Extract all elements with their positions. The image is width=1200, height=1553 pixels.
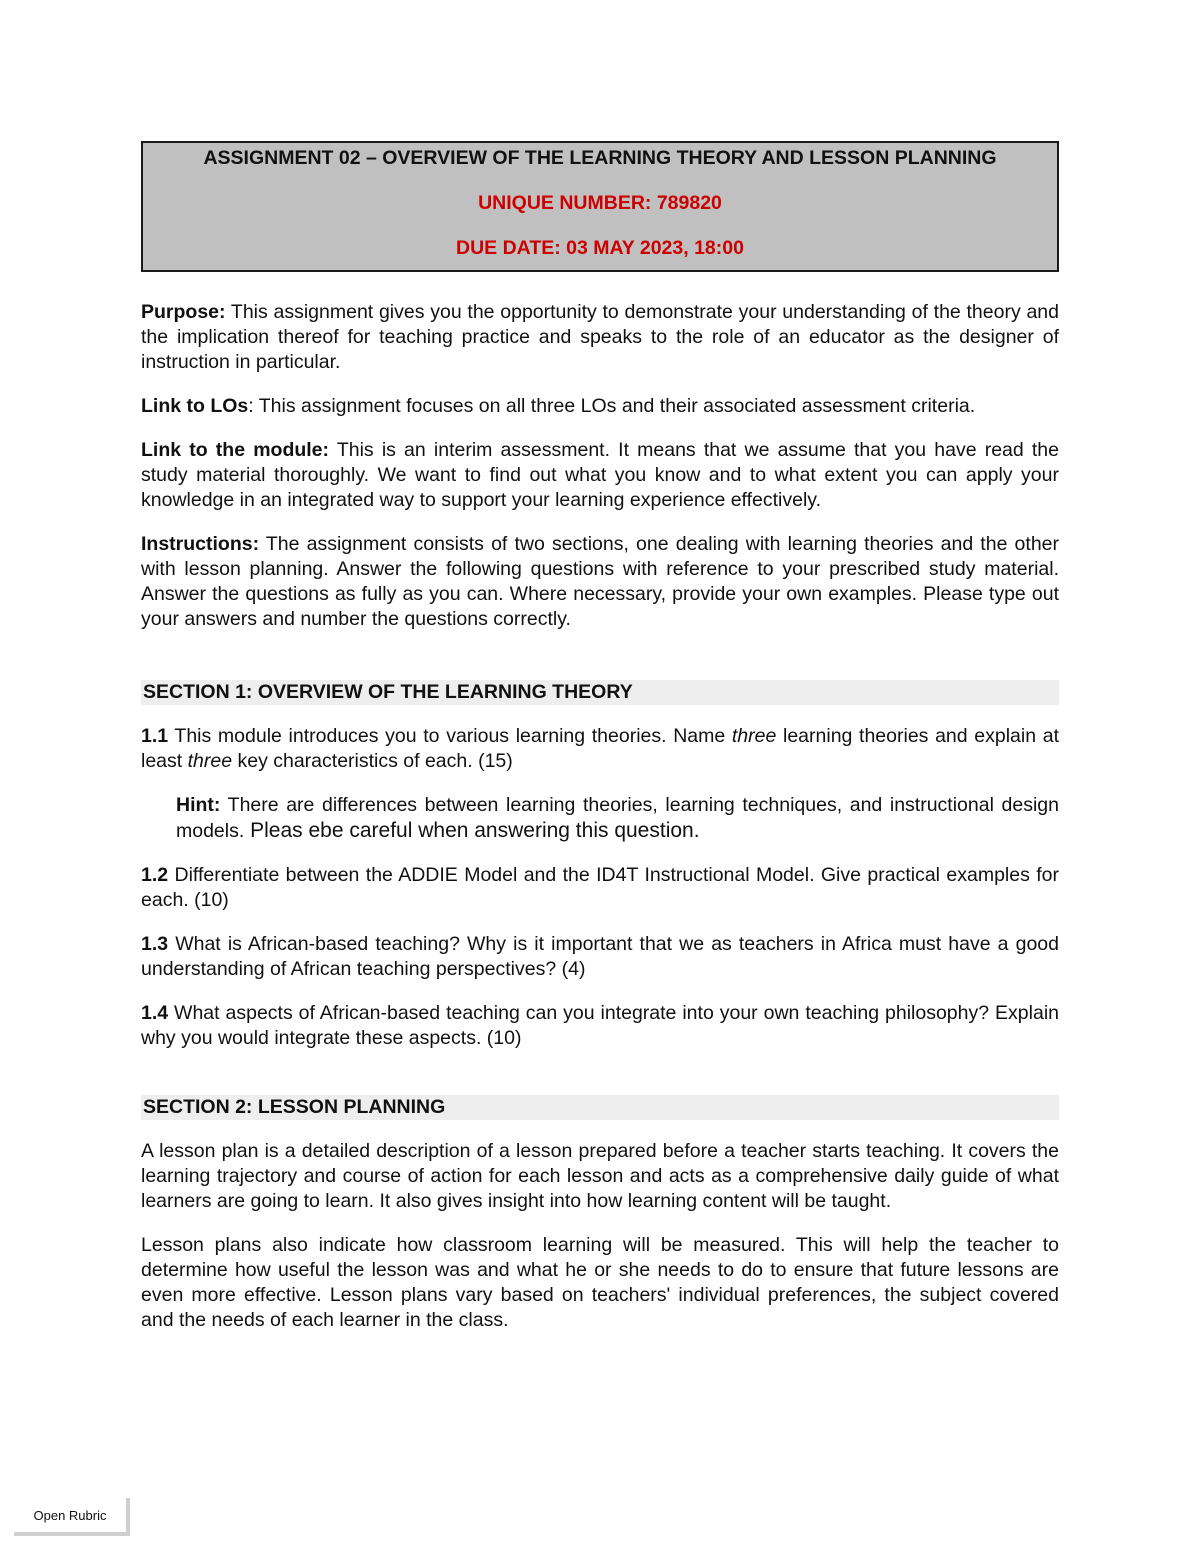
link-los-paragraph: [141, 394, 1059, 419]
assignment-title-box: [141, 141, 1059, 272]
question-1-3-text: What is African-based teaching? Why is it important that we as teachers in Africa must have a good understanding of African teaching perspectives? (4): [141, 933, 1059, 980]
question-1-4: [141, 1001, 1059, 1051]
question-1-1-number: 1.1: [141, 725, 169, 747]
assignment-title: ASSIGNMENT 02 – OVERVIEW OF THE LEARNING THEORY AND LESSON PLANNING: [203, 147, 997, 169]
question-1-3: [141, 932, 1059, 982]
lesson-plan-paragraph-1: A lesson plan is a detailed description of a lesson prepared before a teacher starts teaching. It covers the learning trajectory and course of action for each lesson and acts as a comprehensive daily guide of what learners are going to learn. It also gives insight into how learning content will be taught.: [141, 1140, 1059, 1212]
question-1-1-text-a: This module introduces you to various learning theories. Name: [168, 725, 732, 747]
purpose-paragraph: [141, 300, 1059, 375]
question-1-2-text: Differentiate between the ADDIE Model and the ID4T Instructional Model. Give practical examples for each. (10): [141, 864, 1059, 911]
question-1-1: [141, 724, 1059, 774]
instructions-label: Instructions:: [141, 533, 260, 555]
link-los-label: Link to LOs: [141, 395, 249, 417]
question-1-4-number: 1.4: [141, 1002, 169, 1024]
link-module-paragraph: [141, 438, 1059, 513]
link-los-text: : This assignment focuses on all three LOs and their associated assessment criteria.: [248, 395, 976, 417]
question-1-1-text-c: key characteristics of each. (15): [232, 750, 513, 772]
unique-number: UNIQUE NUMBER: 789820: [478, 192, 722, 214]
section-1-heading: SECTION 1: OVERVIEW OF THE LEARNING THEORY: [141, 680, 1059, 705]
open-rubric-button[interactable]: Open Rubric: [14, 1498, 130, 1536]
question-1-1-emphasis-a: three: [731, 725, 777, 747]
hint-paragraph: [176, 793, 1059, 844]
question-1-3-number: 1.3: [141, 933, 169, 955]
link-module-text: This is an interim assessment. It means that we assume that you have read the study material thoroughly. We want to find out what you know and to what extent you can apply your knowledge in an integrated way to support your learning experience effectively.: [141, 439, 1059, 511]
hint-label: Hint:: [176, 794, 221, 816]
section-2-heading: SECTION 2: LESSON PLANNING: [141, 1095, 1059, 1120]
purpose-text: This assignment gives you the opportunity to demonstrate your understanding of the theory and the implication thereof for teaching practice and speaks to the role of an educator as the designer of instruction in particular.: [141, 301, 1059, 373]
hint-text: There are differences between learning theories, learning techniques, and instructional design models.: [176, 794, 1059, 842]
question-1-1-text-b: learning theories and explain at least: [141, 725, 1059, 772]
question-1-2: [141, 863, 1059, 913]
instructions-text: The assignment consists of two sections, one dealing with learning theories and the other with lesson planning. Answer the following questions with reference to your prescribed study material. Answer the questions as fully as you can. Where necessary, provide your own examples. Please type out your answers and number the questions correctly.: [141, 533, 1059, 630]
question-1-4-text: What aspects of African-based teaching can you integrate into your own teaching philosophy? Explain why you would integrate these aspects. (10): [141, 1002, 1059, 1049]
purpose-label: Purpose:: [141, 301, 226, 323]
question-1-1-emphasis-b: three: [187, 750, 233, 772]
lesson-plan-paragraph-2: Lesson plans also indicate how classroom learning will be measured. This will help the teacher to determine how useful the lesson was and what he or she needs to do to ensure that future lessons are even more effective. Lesson plans vary based on teachers' individual preferences, the subject covered and the needs of each learner in the class.: [141, 1234, 1059, 1331]
instructions-paragraph: [141, 532, 1059, 632]
document-page: [141, 141, 1059, 1352]
question-1-2-number: 1.2: [141, 864, 169, 886]
link-module-label: Link to the module:: [141, 439, 330, 461]
due-date: DUE DATE: 03 MAY 2023, 18:00: [456, 237, 744, 259]
hint-tail-text: Pleas ebe careful when answering this question.: [244, 819, 700, 842]
